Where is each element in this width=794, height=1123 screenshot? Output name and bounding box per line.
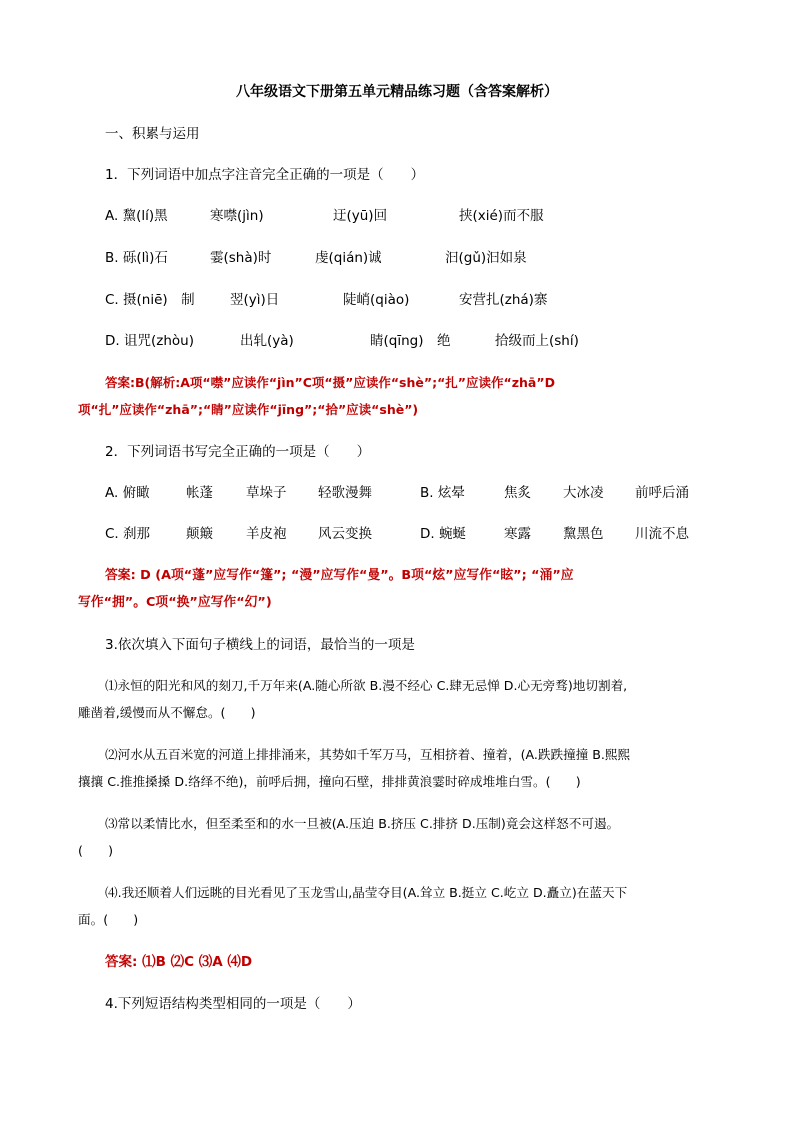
option-word: 挟(xié)而不服 <box>459 208 544 224</box>
option-word: 风云变换 <box>318 526 372 542</box>
option-word: A. 黧(lí)黑 <box>105 208 168 224</box>
question-3-sentence-1: ⑴永恒的阳光和风的刻刀,千万年来(A.随心所欲 B.漫不经心 C.肆无忌惮 D.心无旁骛)地切割着, <box>105 678 628 693</box>
option-word: 川流不息 <box>635 526 689 542</box>
option-word: 拾级而上(shí) <box>495 333 579 349</box>
option-word: 睛(qīng) 绝 <box>370 333 451 349</box>
option-word: 焦炙 <box>504 485 531 501</box>
option-word: 草垛子 <box>246 485 287 501</box>
option-word: B. 炫晕 <box>420 485 465 501</box>
option-word: 汩(gǔ)汩如泉 <box>445 250 527 266</box>
question-3-sentence-3: ⑶常以柔情比水，但至柔至和的水一旦被(A.压迫 B.挤压 C.排挤 D.压制)竟会这样怒不可遏。 <box>105 816 620 831</box>
question-1-answer-cont: 项“扎”应读作“zhā”;“睛”应读作“jīng”;“拾”应读“shè”) <box>78 402 419 417</box>
option-word: 出轧(yà) <box>240 333 294 349</box>
question-3-sentence-3-cont: ( ) <box>78 843 114 858</box>
option-word: 寒噤(jìn) <box>210 208 264 224</box>
option-word: C. 刹那 <box>105 526 151 542</box>
question-1-answer: 答案:B(解析:A项“噤”应读作“jìn”C项“摄”应读作“shè”;“扎”应读作“zhā”D <box>105 375 555 390</box>
option-word: 黧黑色 <box>563 526 604 542</box>
document-title: 八年级语文下册第五单元精品练习题（含答案解析） <box>236 84 558 100</box>
option-word: 前呼后涌 <box>635 485 689 501</box>
option-word: B. 砾(lì)石 <box>105 250 168 266</box>
question-3-answer: 答案: ⑴B ⑵C ⑶A ⑷D <box>105 954 253 970</box>
question-3-sentence-2-cont: 攘攘 C.推推搡搡 D.络绎不绝)，前呼后拥，撞向石壁，排排黄浪霎时碎成堆堆白雪。( ) <box>78 774 581 789</box>
question-3-stem: 3.依次填入下面句子横线上的词语，最恰当的一项是 <box>105 637 415 653</box>
option-word: 帐蓬 <box>186 485 213 501</box>
option-word: 轻歌漫舞 <box>318 485 372 501</box>
option-word: D. 诅咒(zhòu) <box>105 333 194 349</box>
question-2-stem: 2．下列词语书写完全正确的一项是（ ） <box>105 444 371 460</box>
option-word: 迂(yū)回 <box>333 208 388 224</box>
question-4-stem: 4.下列短语结构类型相同的一项是（ ） <box>105 996 361 1012</box>
option-word: A. 俯瞰 <box>105 485 150 501</box>
question-2-answer: 答案: D (A项“蓬”应写作“篷”; “漫”应写作“曼”。B项“炫”应写作“眩”; “涌”应 <box>105 568 574 583</box>
question-1-stem: 1．下列词语中加点字注音完全正确的一项是（ ） <box>105 167 425 183</box>
option-word: 陡峭(qiào) <box>343 292 410 308</box>
option-word: 虔(qián)诚 <box>315 250 382 266</box>
question-3-sentence-4-cont: 面。( ) <box>78 912 139 927</box>
question-2-answer-cont: 写作“拥”。C项“换”应写作“幻”) <box>78 595 272 610</box>
option-word: 大冰凌 <box>563 485 604 501</box>
section-heading: 一、积累与运用 <box>105 126 200 142</box>
option-word: 羊皮袍 <box>246 526 287 542</box>
option-word: 安营扎(zhá)寨 <box>459 292 548 308</box>
option-word: 翌(yì)日 <box>230 292 280 308</box>
question-3-sentence-4: ⑷.我还顺着人们远眺的目光看见了玉龙雪山,晶莹夺目(A.耸立 B.挺立 C.屹立 D.矗立)在蓝天下 <box>105 885 628 900</box>
question-3-sentence-1-cont: 雕凿着,缓慢而从不懈怠。( ) <box>78 705 256 720</box>
option-word: 霎(shà)时 <box>210 250 272 266</box>
option-word: 颠簸 <box>186 526 213 542</box>
option-word: D. 蜿蜒 <box>420 526 466 542</box>
option-word: 寒露 <box>504 526 531 542</box>
option-word: C. 摄(niē) 制 <box>105 292 195 308</box>
question-3-sentence-2: ⑵河水从五百米宽的河道上排排涌来，其势如千军万马，互相挤着、撞着，(A.跌跌撞撞 B.熙熙 <box>105 747 631 762</box>
